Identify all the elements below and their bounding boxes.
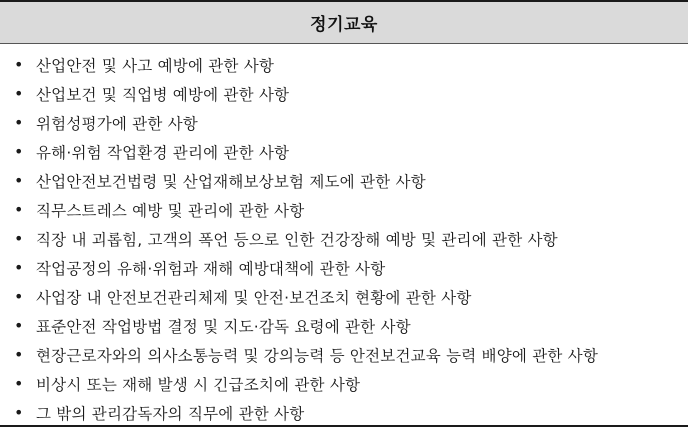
bullet-icon: • [14, 84, 24, 103]
list-item-text: 그 밖의 관리감독자의 직무에 관한 사항 [36, 404, 305, 423]
bullet-icon: • [14, 258, 24, 277]
bullet-icon: • [14, 374, 24, 393]
list-item [0, 311, 688, 340]
list-item [0, 398, 688, 427]
list-item-text: 비상시 또는 재해 발생 시 긴급조치에 관한 사항 [36, 375, 361, 394]
bullet-icon: • [14, 200, 24, 219]
table-header [0, 0, 688, 44]
list-item-text: 유해·위험 작업환경 관리에 관한 사항 [36, 143, 290, 162]
list-item-text: 작업공정의 유해·위험과 재해 예방대책에 관한 사항 [36, 259, 386, 278]
list-item [0, 340, 688, 369]
list-item-text: 산업안전보건법령 및 산업재해보상보험 제도에 관한 사항 [36, 172, 426, 191]
list-item [0, 108, 688, 137]
list-item [0, 282, 688, 311]
bullet-icon: • [14, 345, 24, 364]
list-item-text: 사업장 내 안전보건관리체제 및 안전·보건조치 현황에 관한 사항 [36, 288, 472, 307]
bullet-icon: • [14, 55, 24, 74]
bullet-icon: • [14, 229, 24, 248]
bullet-icon: • [14, 171, 24, 190]
list-item-text: 현장근로자와의 의사소통능력 및 강의능력 등 안전보건교육 능력 배양에 관한 사항 [36, 346, 599, 365]
list-item [0, 253, 688, 282]
list-item [0, 195, 688, 224]
list-item [0, 79, 688, 108]
list-item [0, 224, 688, 253]
list-item [0, 369, 688, 398]
bullet-icon: • [14, 142, 24, 161]
list-item [0, 166, 688, 195]
education-topic-list [0, 44, 688, 427]
bullet-icon: • [14, 113, 24, 132]
list-item-text: 산업보건 및 직업병 예방에 관한 사항 [36, 85, 290, 104]
list-item-text: 위험성평가에 관한 사항 [36, 114, 198, 133]
list-item [0, 137, 688, 166]
bullet-icon: • [14, 316, 24, 335]
list-item-text: 직장 내 괴롭힘, 고객의 폭언 등으로 인한 건강장해 예방 및 관리에 관한 사항 [36, 230, 558, 249]
page-title: 정기교육 [310, 15, 378, 35]
list-item-text: 직무스트레스 예방 및 관리에 관한 사항 [36, 201, 305, 220]
list-item-text: 산업안전 및 사고 예방에 관한 사항 [36, 56, 275, 75]
bullet-icon: • [14, 287, 24, 306]
list-item-text: 표준안전 작업방법 결정 및 지도·감독 요령에 관한 사항 [36, 317, 411, 336]
list-item [0, 50, 688, 79]
bullet-icon: • [14, 403, 24, 422]
